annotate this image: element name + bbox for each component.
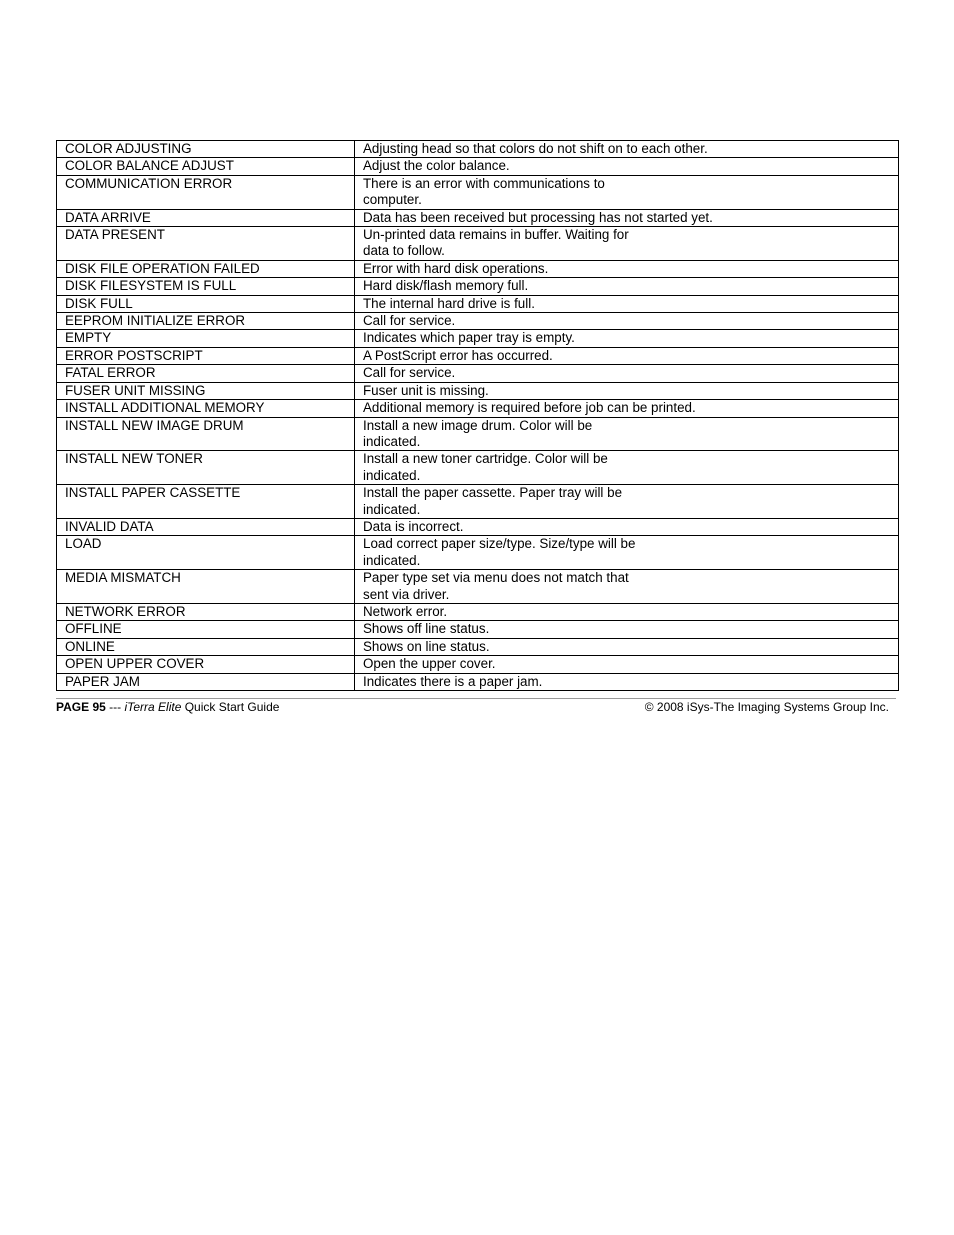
table-row [57,330,899,347]
footer-product-name: iTerra Elite [124,700,182,714]
description-cell: Indicates which paper tray is empty. [355,330,899,347]
message-cell: DISK FULL [57,295,355,312]
description-cell: There is an error with communications to computer. [355,175,899,209]
table-row [57,400,899,417]
description-cell: Load correct paper size/type. Size/type will be indicated. [355,536,899,570]
table-row [57,382,899,399]
description-cell: Call for service. [355,313,899,330]
footer-page-info [56,700,279,715]
message-cell: COLOR ADJUSTING [57,141,355,158]
message-cell: EEPROM INITIALIZE ERROR [57,313,355,330]
table-row [57,570,899,604]
description-cell: Shows off line status. [355,621,899,638]
description-cell: Hard disk/flash memory full. [355,278,899,295]
table-row [57,603,899,620]
description-cell: Error with hard disk operations. [355,260,899,277]
message-cell: DATA PRESENT [57,227,355,261]
description-cell: Install a new toner cartridge. Color will be indicated. [355,451,899,485]
table-row [57,141,899,158]
message-cell: COMMUNICATION ERROR [57,175,355,209]
footer-guide-name: Quick Start Guide [181,700,280,714]
description-cell: Install the paper cassette. Paper tray will be indicated. [355,485,899,519]
footer-divider [56,698,896,699]
description-cell: Call for service. [355,365,899,382]
message-cell: INSTALL NEW TONER [57,451,355,485]
table-row [57,638,899,655]
table-row [57,295,899,312]
table-row [57,347,899,364]
table-row [57,536,899,570]
message-cell: ERROR POSTSCRIPT [57,347,355,364]
message-cell: FATAL ERROR [57,365,355,382]
table-row [57,209,899,226]
message-cell: MEDIA MISMATCH [57,570,355,604]
message-cell: EMPTY [57,330,355,347]
message-cell: ONLINE [57,638,355,655]
message-cell: INVALID DATA [57,518,355,535]
table-row [57,485,899,519]
message-cell: INSTALL ADDITIONAL MEMORY [57,400,355,417]
description-cell: A PostScript error has occurred. [355,347,899,364]
footer-page-label: PAGE 95 [56,700,106,714]
description-cell: Network error. [355,603,899,620]
message-cell: OFFLINE [57,621,355,638]
table-row [57,673,899,690]
table-row [57,417,899,451]
message-cell: PAPER JAM [57,673,355,690]
table-row [57,227,899,261]
table-row [57,451,899,485]
description-cell: Install a new image drum. Color will be indicated. [355,417,899,451]
description-cell: Shows on line status. [355,638,899,655]
status-message-table-body [57,141,899,691]
table-row [57,313,899,330]
table-row [57,518,899,535]
description-cell: Data has been received but processing has not started yet. [355,209,899,226]
message-cell: INSTALL PAPER CASSETTE [57,485,355,519]
status-message-table [56,140,899,691]
message-cell: OPEN UPPER COVER [57,656,355,673]
table-row [57,260,899,277]
table-row [57,621,899,638]
table-row [57,175,899,209]
description-cell: Indicates there is a paper jam. [355,673,899,690]
description-cell: The internal hard drive is full. [355,295,899,312]
description-cell: Adjust the color balance. [355,158,899,175]
message-cell: DATA ARRIVE [57,209,355,226]
description-cell: Fuser unit is missing. [355,382,899,399]
description-cell: Additional memory is required before job can be printed. [355,400,899,417]
message-cell: COLOR BALANCE ADJUST [57,158,355,175]
table-row [57,656,899,673]
footer-copyright: © 2008 iSys-The Imaging Systems Group Inc. [644,700,889,714]
message-cell: DISK FILESYSTEM IS FULL [57,278,355,295]
description-cell: Open the upper cover. [355,656,899,673]
description-cell: Paper type set via menu does not match that sent via driver. [355,570,899,604]
table-row [57,158,899,175]
message-cell: INSTALL NEW IMAGE DRUM [57,417,355,451]
message-cell: NETWORK ERROR [57,603,355,620]
description-cell: Adjusting head so that colors do not shift on to each other. [355,141,899,158]
description-cell: Un-printed data remains in buffer. Waiting for data to follow. [355,227,899,261]
table-row [57,365,899,382]
message-cell: LOAD [57,536,355,570]
table-row [57,278,899,295]
message-cell: FUSER UNIT MISSING [57,382,355,399]
description-cell: Data is incorrect. [355,518,899,535]
footer-separator: --- [105,700,125,714]
message-cell: DISK FILE OPERATION FAILED [57,260,355,277]
